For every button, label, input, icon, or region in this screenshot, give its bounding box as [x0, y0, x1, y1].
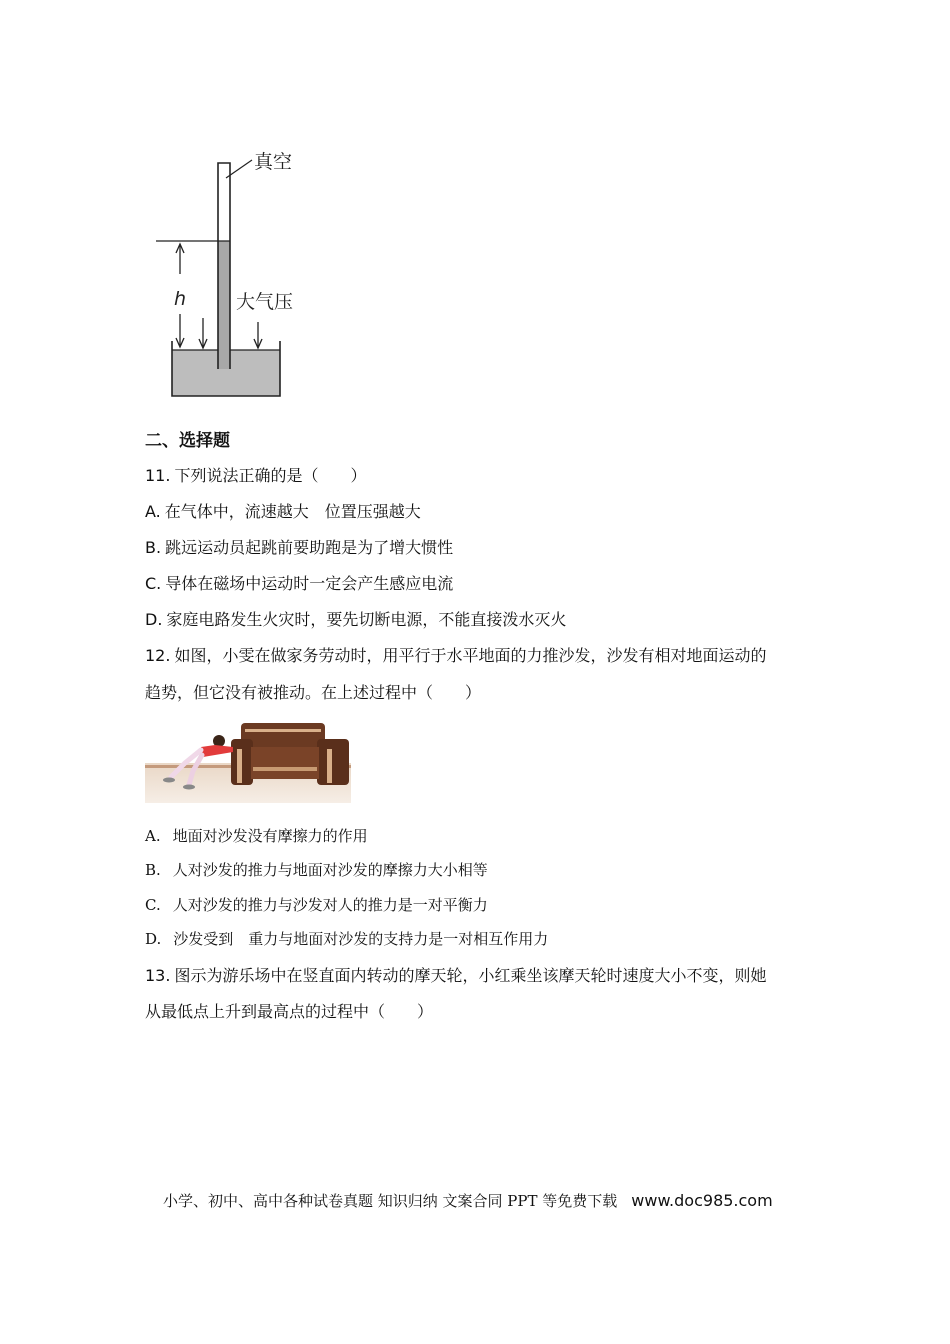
page-footer: [163, 1190, 773, 1211]
question-13-stem-line-2: 从最低点上升到最高点的过程中（ ）: [145, 1002, 434, 1021]
question-11-option-d: D. 家庭电路发生火灾时，要先切断电源，不能直接泼水灭火: [145, 610, 567, 629]
question-12-option-c: C. 人对沙发的推力与沙发对人的推力是一对平衡力: [145, 896, 488, 914]
question-number: 13.: [145, 966, 171, 985]
h-label: h: [174, 288, 187, 310]
question-12-option-d: D. 沙发受到 重力与地面对沙发的支持力是一对相互作用力: [145, 930, 549, 948]
atmospheric-pressure-label: 大气压: [236, 291, 294, 313]
footer-link[interactable]: www.doc985.com: [631, 1191, 773, 1210]
question-12-stem-line-1: 12. 如图，小雯在做家务劳动时，用平行于水平地面的力推沙发，沙发有相对地面运动的: [145, 646, 767, 665]
question-11-option-c: C. 导体在磁场中运动时一定会产生感应电流: [145, 574, 454, 593]
question-11-option-b: B. 跳远运动员起跳前要助跑是为了增大惯性: [145, 538, 454, 557]
question-13-stem-line-1: 13. 图示为游乐场中在竖直面内转动的摩天轮，小红乘坐该摩天轮时速度大小不变，则她: [145, 966, 767, 985]
torricelli-diagram: [150, 150, 310, 402]
question-12-option-a: A. 地面对沙发没有摩擦力的作用: [145, 827, 368, 845]
question-11-option-a: A. 在气体中，流速越大 位置压强越大: [145, 502, 421, 521]
question-12-option-b: B. 人对沙发的推力与地面对沙发的摩擦力大小相等: [145, 861, 488, 879]
question-12-stem-line-2: 趋势，但它没有被推动。在上述过程中（ ）: [145, 683, 482, 702]
sofa: [241, 723, 325, 747]
vacuum-label: 真空: [254, 151, 293, 173]
section-heading: 二、选择题: [145, 431, 230, 451]
question-number: 12.: [145, 646, 171, 665]
sofa-push-photo: [145, 719, 351, 803]
question-11-stem: 11. 下列说法正确的是（ ）: [145, 466, 367, 485]
mercury-column: [218, 241, 230, 369]
footer-text: 小学、初中、高中各种试卷真题 知识归纳 文案合同 PPT 等免费下载: [163, 1192, 618, 1210]
question-number: 11.: [145, 466, 171, 485]
